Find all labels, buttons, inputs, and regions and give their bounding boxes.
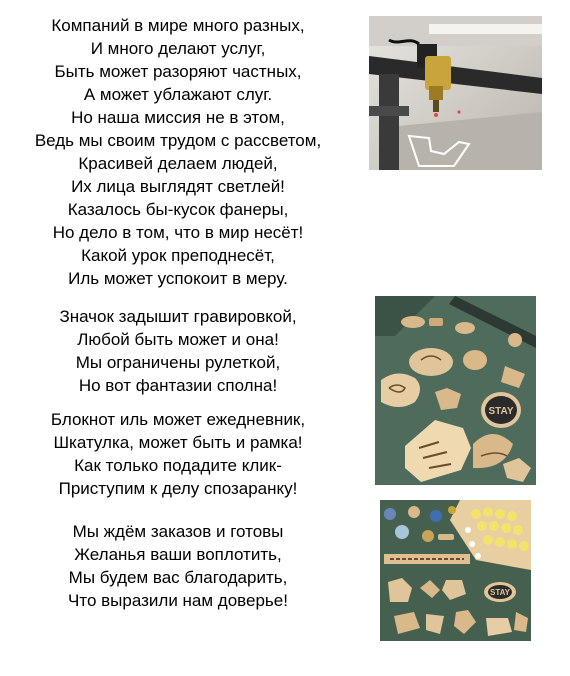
poem-line: Ведь мы своим трудом с рассветом, (34, 131, 322, 150)
poem-stanza-2 (0, 305, 356, 397)
poem-line: Красивей делаем людей, (78, 154, 278, 173)
stay-badge-text: STAY (488, 406, 514, 417)
poem-line: Но наша миссия не в этом, (71, 108, 285, 127)
poem-line: Шкатулка, может быть и рамка! (53, 433, 303, 452)
poem-line: А может ублажают слуг. (83, 85, 273, 104)
poem-line: Приступим к делу спозаранку! (58, 479, 298, 498)
poem-stanza-4 (0, 520, 356, 612)
poem-line: Мы будем вас благодарить, (68, 568, 288, 587)
poem-line: Но вот фантазии сполна! (78, 376, 278, 395)
poem-line: Желанья ваши воплотить, (74, 545, 282, 564)
poem-line: Их лица выглядят светлей! (71, 177, 285, 196)
wooden-pins-photo (380, 500, 531, 641)
poem-line: Компаний в мире много разных, (51, 16, 305, 35)
poem-stanza-1 (0, 14, 356, 290)
poem-line: Значок задышит гравировкой, (59, 307, 297, 326)
poem-line: Мы ограничены рулеткой, (75, 353, 281, 372)
poem-line: И много делают услуг, (90, 39, 266, 58)
wooden-badges-photo (375, 296, 536, 485)
poem-line: Как только подадите клик- (74, 456, 282, 475)
poem-line: Мы ждём заказов и готовы (72, 522, 284, 541)
wooden-pins-illustration (380, 500, 531, 641)
poem-stanza-3 (0, 408, 356, 500)
stay-pin-text: STAY (489, 588, 511, 597)
poem-line: Какой урок преподнесёт, (81, 246, 275, 265)
poem-line: Любой быть может и она! (77, 330, 279, 349)
poem-line: Быть может разоряют частных, (54, 62, 302, 81)
laser-machine-photo (369, 16, 542, 170)
laser-machine-illustration (369, 16, 542, 170)
wooden-badges-illustration (375, 296, 536, 485)
poem-line: Казалось бы-кусок фанеры, (67, 200, 289, 219)
poem-line: Что выразили нам доверье! (68, 591, 288, 610)
poem-line: Блокнот иль может ежедневник, (50, 410, 306, 429)
poem-line: Но дело в том, что в мир несёт! (52, 223, 304, 242)
poem-line: Иль может успокоит в меру. (68, 269, 288, 288)
